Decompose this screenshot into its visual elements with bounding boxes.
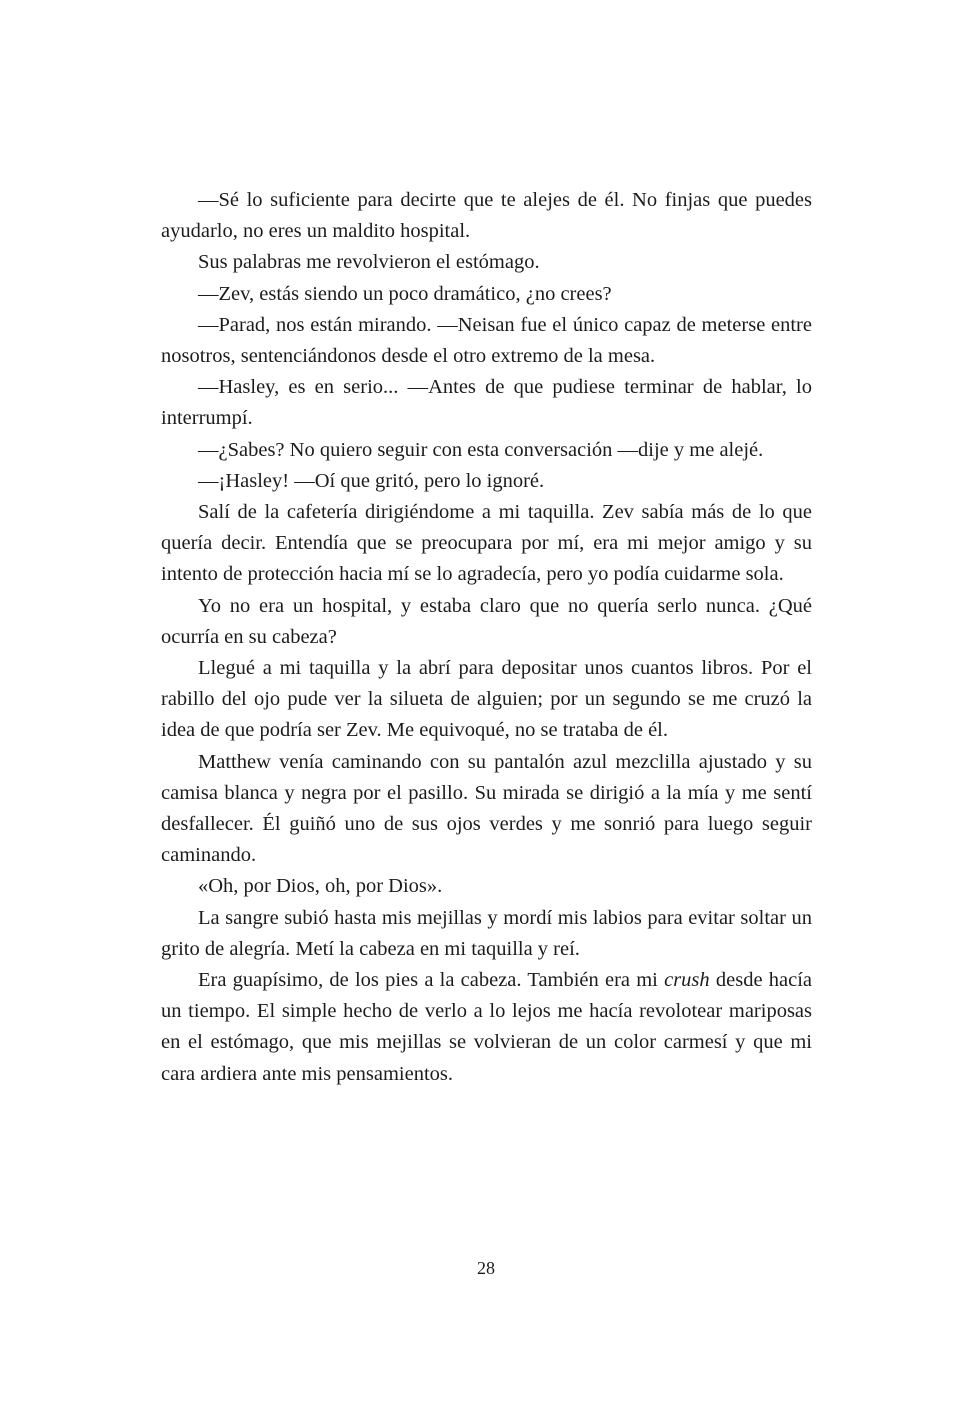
paragraph: Yo no era un hospital, y estaba claro que no quería serlo nunca. ¿Qué ocurría en su cabeza? <box>161 594 812 648</box>
paragraph: Salí de la cafetería dirigiéndome a mi taquilla. Zev sabía más de lo que quería decir. Entendía que se preocupara por mí, era mi mejor amigo y su intento de protección hacia mí se lo agradecía, pero yo podía cuidarme sola. <box>161 501 812 586</box>
paragraph: —¿Sabes? No quiero seguir con esta conversación —dije y me alejé. <box>198 438 764 461</box>
paragraph: «Oh, por Dios, oh, por Dios». <box>198 875 443 898</box>
body-text <box>161 185 812 1090</box>
paragraph: —Hasley, es en serio... —Antes de que pudiese terminar de hablar, lo interrumpí. <box>161 376 812 430</box>
paragraph-final <box>161 965 812 1090</box>
paragraph: —Sé lo suficiente para decirte que te alejes de él. No finjas que puedes ayudarlo, no eres un maldito hospital. <box>161 189 812 243</box>
italic-word: crush <box>664 969 710 992</box>
paragraph: —¡Hasley! —Oí que gritó, pero lo ignoré. <box>198 469 545 492</box>
paragraph: —Parad, nos están mirando. —Neisan fue el único capaz de meterse entre nosotros, sentenciándonos desde el otro extremo de la mesa. <box>161 313 812 368</box>
paragraph: La sangre subió hasta mis mejillas y mordí mis labios para evitar soltar un grito de alegría. Metí la cabeza en mi taquilla y reí. <box>161 906 812 960</box>
paragraph: —Zev, estás siendo un poco dramático, ¿no crees? <box>198 282 612 305</box>
paragraph: Matthew venía caminando con su pantalón azul mezclilla ajustado y su camisa blanca y negra por el pasillo. Su mirada se dirigió a la mía y me sentí desfallecer. Él guiñó uno de sus ojos verdes y me sonrió para luego seguir caminando. <box>161 750 812 867</box>
final-text-start: Era guapísimo, de los pies a la cabeza. También era mi <box>198 969 665 992</box>
paragraph: Llegué a mi taquilla y la abrí para depositar unos cuantos libros. Por el rabillo del ojo pude ver la silueta de alguien; por un segundo se me cruzó la idea de que podría ser Zev. Me equivoqué, no se trataba de él. <box>161 657 812 742</box>
page-number: 28 <box>477 1258 495 1278</box>
paragraph: Sus palabras me revolvieron el estómago. <box>198 251 540 274</box>
final-text-end: desde hacía un tiempo. El simple hecho de verlo a lo lejos me hacía revolotear mariposas en el estómago, que mis mejillas se volvieran de un color carmesí y que mi cara ardiera ante mis pensamientos. <box>161 969 812 1085</box>
